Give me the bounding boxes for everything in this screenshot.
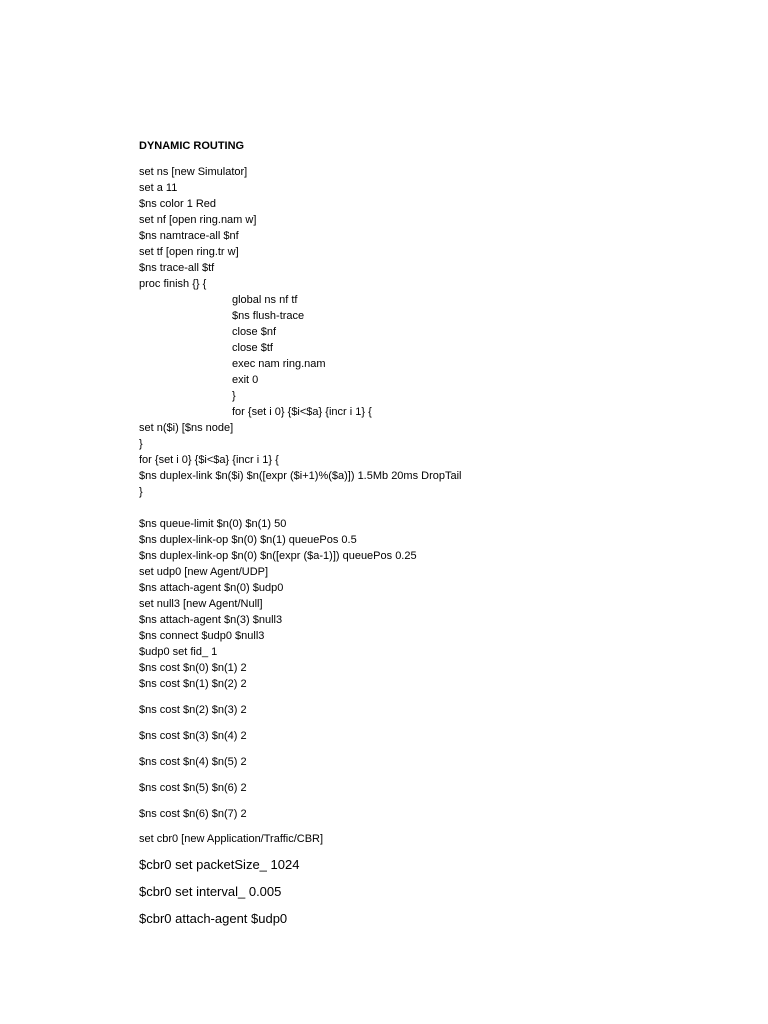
code-line: $ns color 1 Red [139, 198, 217, 210]
code-line: for {set i 0} {$i<$a} {incr i 1} { [139, 454, 279, 466]
document-title: DYNAMIC ROUTING [139, 140, 245, 152]
code-line: $ns duplex-link-op $n(0) $n([expr ($a-1)]) queuePos 0.25 [139, 550, 417, 562]
code-line: $ns attach-agent $n(0) $udp0 [139, 582, 284, 594]
code-line: $ns cost $n(6) $n(7) 2 [139, 808, 247, 820]
code-line: } [139, 486, 143, 498]
code-line: $ns cost $n(0) $n(1) 2 [139, 662, 247, 674]
code-line: $ns duplex-link-op $n(0) $n(1) queuePos 0.5 [139, 534, 357, 546]
code-line: $ns namtrace-all $nf [139, 230, 239, 242]
code-line: $ns attach-agent $n(3) $null3 [139, 614, 283, 626]
code-line: close $tf [232, 342, 273, 354]
code-line: $ns cost $n(4) $n(5) 2 [139, 756, 247, 768]
code-line: $ns duplex-link $n($i) $n([expr ($i+1)%($a)]) 1.5Mb 20ms DropTail [139, 470, 462, 482]
code-line: $cbr0 set interval_ 0.005 [139, 884, 282, 899]
code-line: set udp0 [new Agent/UDP] [139, 566, 269, 578]
code-line: set a 11 [139, 182, 178, 194]
code-line: $ns trace-all $tf [139, 262, 215, 274]
code-line: $ns connect $udp0 $null3 [139, 630, 265, 642]
code-line: proc finish {} { [139, 278, 207, 290]
code-line: $cbr0 attach-agent $udp0 [139, 911, 288, 926]
code-line: set n($i) [$ns node] [139, 422, 234, 434]
code-line: set nf [open ring.nam w] [139, 214, 257, 226]
code-line: $ns cost $n(1) $n(2) 2 [139, 678, 247, 690]
code-line: $ns cost $n(3) $n(4) 2 [139, 730, 247, 742]
code-line: set ns [new Simulator] [139, 166, 248, 178]
code-line: $udp0 set fid_ 1 [139, 646, 218, 658]
code-line: set tf [open ring.tr w] [139, 246, 239, 258]
code-line: close $nf [232, 326, 277, 338]
code-line: exit 0 [232, 374, 259, 386]
code-line: $ns cost $n(2) $n(3) 2 [139, 704, 247, 716]
code-line: $ns cost $n(5) $n(6) 2 [139, 782, 247, 794]
code-line: } [232, 390, 236, 402]
code-line: set null3 [new Agent/Null] [139, 598, 263, 610]
code-line: } [139, 438, 143, 450]
code-line: for {set i 0} {$i<$a} {incr i 1} { [232, 406, 372, 418]
code-line: global ns nf tf [232, 294, 298, 306]
code-line: set cbr0 [new Application/Traffic/CBR] [139, 833, 324, 845]
code-line: $ns flush-trace [232, 310, 305, 322]
code-line: exec nam ring.nam [232, 358, 326, 370]
code-line: $ns queue-limit $n(0) $n(1) 50 [139, 518, 287, 530]
code-line: $cbr0 set packetSize_ 1024 [139, 857, 300, 872]
